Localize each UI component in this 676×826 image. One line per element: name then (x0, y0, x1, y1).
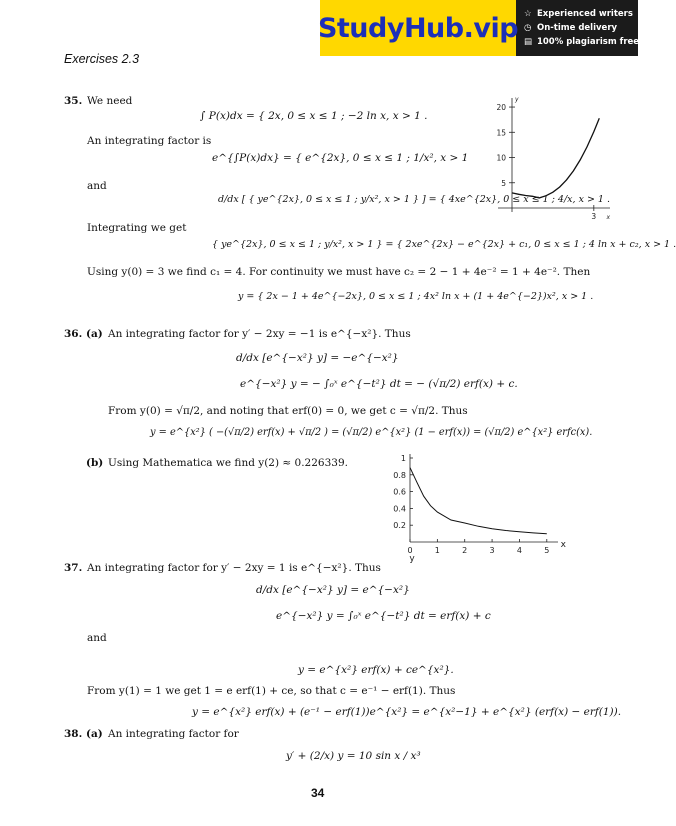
ex35-using: Using y(0) = 3 we find c₁ = 4. For continuity we must have c₂ = 2 − 1 + 4e⁻² = 1 + 4e⁻². Then (87, 266, 591, 278)
ex37-eq3: y = e^{x²} erf(x) + ce^{x²}. (298, 664, 454, 676)
x-tick-label: 2 (462, 546, 468, 555)
ex37-text: An integrating factor for y′ − 2xy = 1 is e^{−x²}. Thus (87, 562, 381, 574)
y-tick-label: 20 (496, 103, 506, 113)
page-number: 34 (311, 786, 325, 800)
ex35-eq3: d/dx [ { ye^{2x}, 0 ≤ x ≤ 1 ; y/x², x > 1 } ] = { 4xe^{2x}, 0 ≤ x ≤ 1 ; 4/x, x > 1 . (218, 194, 611, 205)
x-axis-label: x (606, 214, 610, 221)
ex37-eq2: e^{−x²} y = ∫₀ˣ e^{−t²} dt = erf(x) + c (276, 610, 491, 622)
document-icon: ▤ (524, 37, 533, 47)
ex37-from: From y(1) = 1 we get 1 = e erf(1) + ce, so that c = e⁻¹ − erf(1). Thus (87, 685, 456, 697)
feature-plagiarism: ▤ 100% plagiarism free (524, 37, 640, 47)
y-axis-label: y (409, 554, 415, 564)
star-icon: ☆ (524, 9, 532, 19)
ex37-number: 37. (64, 562, 83, 574)
ex35-eq2: e^{∫P(x)dx} = { e^{2x}, 0 ≤ x ≤ 1 ; 1/x², x > 1 (212, 152, 469, 164)
x-tick-label: 4 (516, 546, 522, 555)
y-tick-label: 5 (501, 178, 506, 188)
y-tick-label: 10 (496, 153, 506, 163)
ex36-eq2: e^{−x²} y = − ∫₀ˣ e^{−t²} dt = − (√π/2) erf(x) + c. (240, 378, 518, 390)
x-tick-label: 3 (489, 546, 495, 555)
brand-logo[interactable] (317, 0, 519, 56)
ex37-and: and (87, 632, 107, 644)
y-tick-label: 1 (400, 454, 406, 463)
ex37-eq4: y = e^{x²} erf(x) + (e⁻¹ − erf(1))e^{x²} = e^{x²−1} + e^{x²} (erf(x) − erf(1)). (192, 706, 622, 718)
feature-ontime: ◷ On-time delivery (524, 23, 618, 33)
y-tick-label: 0.6 (393, 487, 406, 497)
ex36-eq3: y = e^{x²} ( −(√π/2) erf(x) + √π/2 ) = (√π/2) e^{x²} (1 − erf(x)) = (√π/2) e^{x²} erfc(x). (150, 427, 593, 438)
ex35-eq1: ∫ P(x)dx = { 2x, 0 ≤ x ≤ 1 ; −2 ln x, x > 1 . (200, 110, 428, 122)
y-tick-label: 0.4 (393, 504, 406, 514)
ex36-b-text: Using Mathematica we find y(2) ≈ 0.226339. (108, 457, 348, 469)
solution-curve (512, 118, 599, 198)
ex38-eq1: y′ + (2/x) y = 10 sin x / x³ (286, 750, 421, 762)
ex35-eq4: { ye^{2x}, 0 ≤ x ≤ 1 ; y/x², x > 1 } = { 2xe^{2x} − e^{2x} + c₁, 0 ≤ x ≤ 1 ; 4 ln x + c₂, x > 1 . (212, 239, 676, 250)
ex36-a-text: An integrating factor for y′ − 2xy = −1 is e^{−x²}. Thus (108, 328, 411, 340)
ex35-integ-text: Integrating we get (87, 222, 187, 234)
promo-banner[interactable] (317, 0, 640, 56)
y-tick-label: 0.2 (393, 521, 406, 531)
ex35-intro: We need (87, 95, 133, 107)
y-tick-label: 15 (496, 128, 506, 138)
ex36-chart (380, 448, 570, 562)
ex35-chart (498, 92, 616, 224)
ex36-eq1: d/dx [e^{−x²} y] = −e^{−x²} (236, 352, 399, 364)
ex35-and: and (87, 180, 107, 192)
clock-icon: ◷ (524, 23, 532, 33)
ex35-number: 35. (64, 95, 83, 107)
x-tick-label: 5 (544, 546, 550, 555)
y-axis-label: y (515, 96, 519, 103)
ex36-a-label: (a) (86, 328, 103, 340)
brand-name: StudyHub.vip (317, 12, 519, 44)
solution-curve (410, 468, 547, 534)
ex35-if-text: An integrating factor is (87, 135, 212, 147)
ex35-eq5: y = { 2x − 1 + 4e^{−2x}, 0 ≤ x ≤ 1 ; 4x² ln x + (1 + 4e^{−2})x², x > 1 . (238, 291, 594, 302)
section-title: Exercises 2.3 (64, 52, 140, 66)
ex38-a-label: (a) (86, 728, 103, 740)
ex37-eq1: d/dx [e^{−x²} y] = e^{−x²} (256, 584, 410, 596)
x-tick-label: 0 (407, 546, 413, 555)
ex36-b-label: (b) (86, 457, 104, 469)
ex38-number: 38. (64, 728, 83, 740)
x-axis-label: x (560, 540, 566, 550)
ex36-number: 36. (64, 328, 83, 340)
y-tick-label: 0.8 (393, 470, 406, 480)
x-tick-label: 1 (434, 546, 440, 555)
x-tick-label: 3 (591, 212, 597, 221)
feature-experienced: ☆ Experienced writers (524, 9, 633, 19)
ex38-a-text: An integrating factor for (108, 728, 239, 740)
ex36-from: From y(0) = √π/2, and noting that erf(0) = 0, we get c = √π/2. Thus (108, 405, 468, 417)
